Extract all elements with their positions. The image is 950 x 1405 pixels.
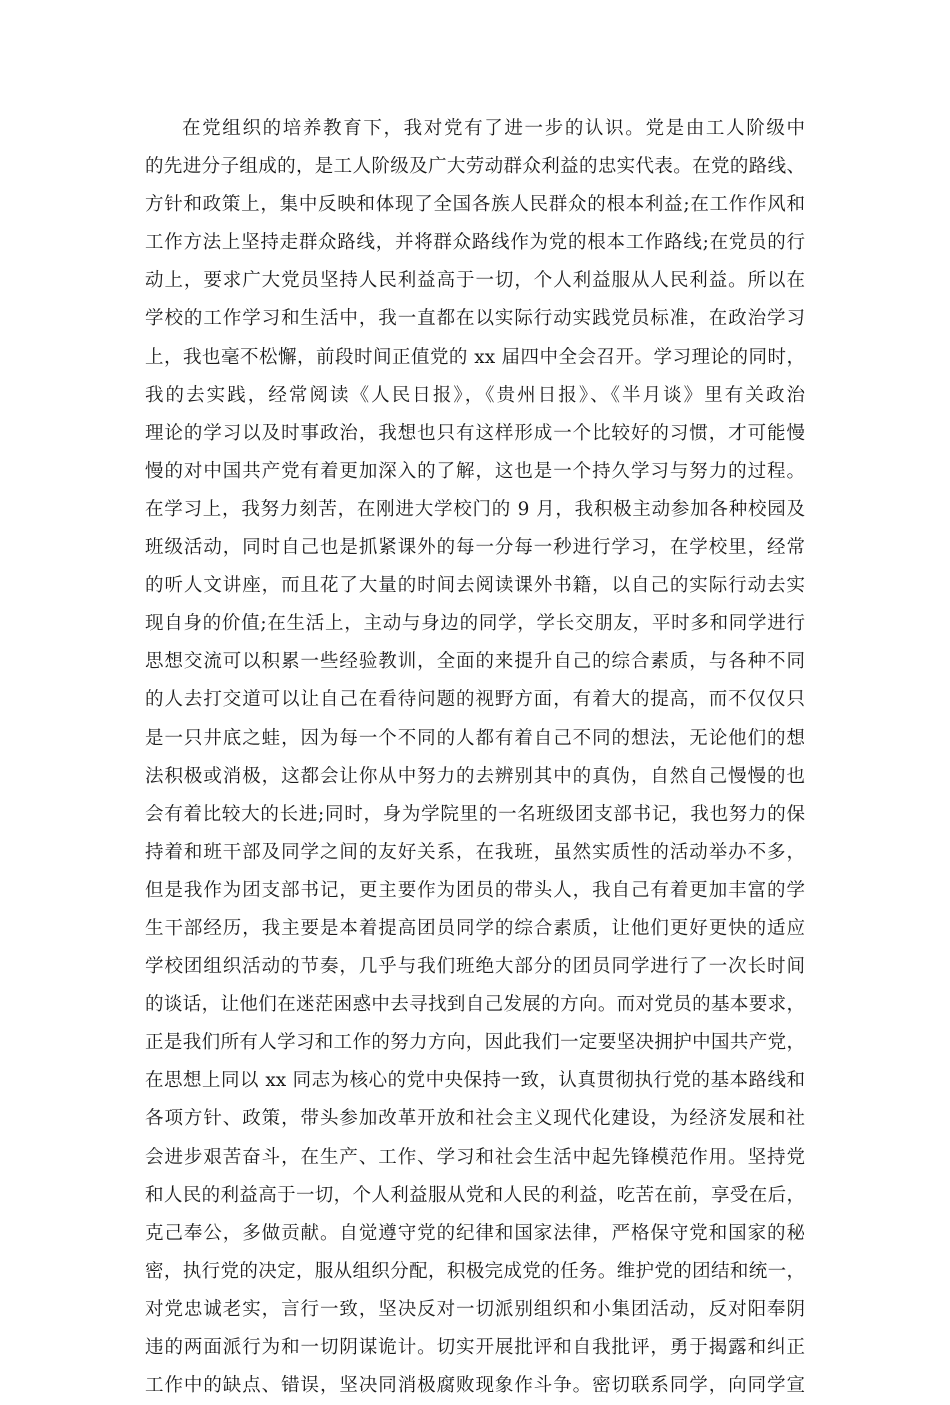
paragraph-line: 克己奉公，多做贡献。自觉遵守党的纪律和国家法律，严格保守党和国家的秘: [145, 1222, 805, 1244]
paragraph-line: 工作中的缺点、错误，坚决同消极腐败现象作斗争。密切联系同学，向同学宣: [145, 1375, 805, 1397]
paragraph-line: 我的去实践，经常阅读《人民日报》，《贵州日报》、《半月谈》里有关政治: [145, 384, 805, 406]
paragraph-line: 学校的工作学习和生活中，我一直都在以实际行动实践党员标准，在政治学习: [145, 308, 805, 330]
paragraph-line: 违的两面派行为和一切阴谋诡计。切实开展批评和自我批评，勇于揭露和纠正: [145, 1337, 805, 1358]
paragraph-line: 的先进分子组成的，是工人阶级及广大劳动群众利益的忠实代表。在党的路线、: [145, 156, 805, 178]
paragraph-line: 正是我们所有人学习和工作的努力方向，因此我们一定要坚决拥护中国共产党，: [145, 1032, 805, 1054]
paragraph-line: 的谈话，让他们在迷茫困惑中去寻找到自己发展的方向。而对党员的基本要求，: [145, 994, 805, 1016]
paragraph-line: 在思想上同以 xx 同志为核心的党中央保持一致，认真贯彻执行党的基本路线和: [145, 1070, 805, 1092]
paragraph-line: 但是我作为团支部书记，更主要作为团员的带头人，我自己有着更加丰富的学: [145, 879, 805, 901]
paragraph-line: 和人民的利益高于一切，个人利益服从党和人民的利益，吃苦在前，享受在后，: [145, 1184, 805, 1206]
paragraph-line: 动上，要求广大党员坚持人民利益高于一切，个人利益服从人民利益。所以在: [145, 270, 805, 292]
paragraph-line: 在学习上，我努力刻苦，在刚进大学校门的 9 月，我积极主动参加各种校园及: [145, 498, 805, 520]
paragraph-line: 上，我也毫不松懈，前段时间正值党的 xx 届四中全会召开。学习理论的同时，: [145, 346, 805, 368]
paragraph-line: 方针和政策上，集中反映和体现了全国各族人民群众的根本利益;在工作作风和: [145, 194, 805, 216]
paragraph-line: 法积极或消极，这都会让你从中努力的去辨别其中的真伪，自然自己慢慢的也: [145, 765, 805, 787]
paragraph-line: 各项方针、政策，带头参加改革开放和社会主义现代化建设，为经济发展和社: [145, 1108, 805, 1130]
paragraph-line: 会有着比较大的长进;同时，身为学院里的一名班级团支部书记，我也努力的保: [145, 803, 805, 825]
paragraph-line: 生干部经历，我主要是本着提高团员同学的综合素质，让他们更好更快的适应: [145, 917, 805, 939]
paragraph-line: 对党忠诚老实，言行一致，坚决反对一切派别组织和小集团活动，反对阳奉阴: [145, 1298, 805, 1320]
paragraph-line: 是一只井底之蛙，因为每一个不同的人都有着自己不同的想法，无论他们的想: [145, 727, 805, 749]
paragraph-line: 的人去打交道可以让自己在看待问题的视野方面，有着大的提高，而不仅仅只: [145, 689, 805, 711]
paragraph-line: 理论的学习以及时事政治，我想也只有这样形成一个比较好的习惯，才可能慢: [145, 422, 805, 444]
paragraph-line: 持着和班干部及同学之间的友好关系，在我班，虽然实质性的活动举办不多，: [145, 841, 805, 863]
paragraph-line: 的听人文讲座，而且花了大量的时间去阅读课外书籍，以自己的实际行动去实: [145, 575, 805, 597]
paragraph-line: 现自身的价值;在生活上，主动与身边的同学，学长交朋友，平时多和同学进行: [145, 613, 805, 635]
paragraph-line: 会进步艰苦奋斗，在生产、工作、学习和社会生活中起先锋模范作用。坚持党: [145, 1146, 805, 1168]
paragraph-line: 慢的对中国共产党有着更加深入的了解，这也是一个持久学习与努力的过程。: [145, 460, 805, 482]
paragraph-line: 在党组织的培养教育下，我对党有了进一步的认识。党是由工人阶级中: [182, 118, 805, 139]
paragraph-line: 工作方法上坚持走群众路线，并将群众路线作为党的根本工作路线;在党员的行: [145, 232, 805, 254]
body-paragraph: [145, 110, 805, 1405]
paragraph-line: 学校团组织活动的节奏，几乎与我们班绝大部分的团员同学进行了一次长时间: [145, 956, 805, 978]
paragraph-line: 密，执行党的决定，服从组织分配，积极完成党的任务。维护党的团结和统一，: [145, 1260, 805, 1282]
paragraph-line: 班级活动，同时自己也是抓紧课外的每一分每一秒进行学习，在学校里，经常: [145, 537, 805, 559]
paragraph-line: 思想交流可以积累一些经验教训，全面的来提升自己的综合素质，与各种不同: [145, 651, 805, 673]
